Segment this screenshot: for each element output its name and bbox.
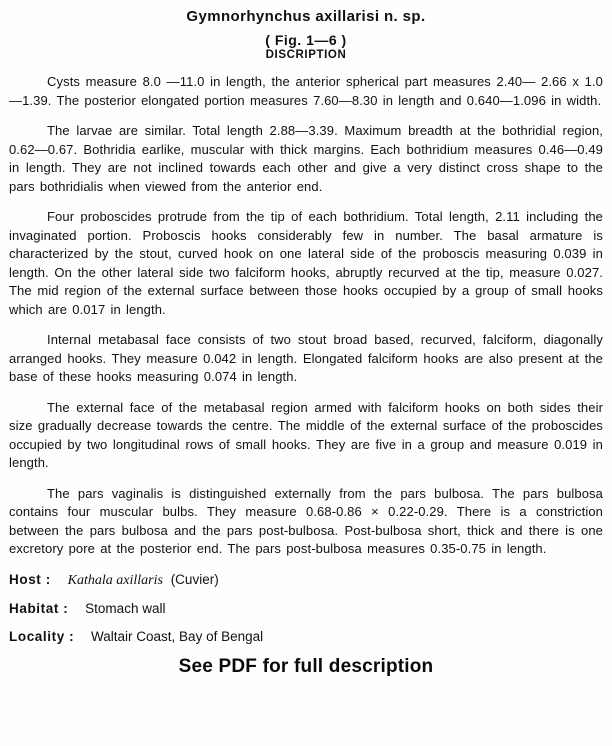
habitat-value: Stomach wall bbox=[85, 600, 166, 616]
paragraph-internal-metabasal: Internal metabasal face consists of two stout broad based, recurved, falciform, diagonally arranged hooks. They measure 0.042 in length. Elongated falciform hooks are also present at the base of these hooks measuring 0.074 in length. bbox=[9, 332, 603, 384]
taxonomy-details bbox=[9, 571, 603, 645]
paragraph-proboscides: Four proboscides protrude from the tip of each bothridium. Total length, 2.11 including the invaginated portion. Proboscis hooks considerably few in number. The basal armature is characterized by the stout, curved hook on one lateral side of the proboscis measuring 0.039 in length. On the other lateral side two falciform hooks, abruptly recurved at the tip, measure 0.027. The mid region of the external surface between those hooks occupied by a group of small hooks which are 0.017 in length. bbox=[9, 209, 603, 317]
section-heading: DISCRIPTION bbox=[265, 49, 347, 61]
host-row bbox=[9, 571, 603, 589]
locality-value: Waltair Coast, Bay of Bengal bbox=[91, 628, 264, 644]
host-label: Host : bbox=[9, 571, 51, 587]
figure-caption: ( Fig. 1—6 ) bbox=[265, 32, 347, 48]
locality-label: Locality : bbox=[9, 628, 75, 644]
habitat-label: Habitat : bbox=[9, 600, 69, 616]
paragraph-larvae: The larvae are similar. Total length 2.88—3.39. Maximum breadth at the bothridial region, 0.62—0.67. Bothridia earlike, muscular with thick margins. Each bothridium measures 0.46—0.49 in length. They are not inclined towards each other and give a very distinct cross shape to the pars bothridialis when viewed from the anterior end. bbox=[9, 123, 603, 194]
habitat-row bbox=[9, 600, 603, 617]
paragraph-pars-vaginalis: The pars vaginalis is distinguished externally from the pars bulbosa. The pars bulbosa contains four muscular bulbs. They measure 0.68-0.86 × 0.22-0.29. There is a constriction between the pars bulbosa and the pars post-bulbosa. Post-bulbosa short, thick and there is one excretory pore at the posterior end. The pars post-bulbosa measures 0.35-0.75 in length. bbox=[9, 485, 603, 556]
locality-row bbox=[9, 628, 603, 645]
host-species: Kathala axillaris bbox=[67, 572, 163, 588]
host-authority: (Cuvier) bbox=[170, 571, 219, 587]
page-title: Gymnorhynchus axillarisi n. sp. bbox=[186, 8, 426, 25]
footer-note: See PDF for full description bbox=[178, 655, 434, 677]
paragraph-external-face: The external face of the metabasal region armed with falciform hooks on both sides their size gradually decrease towards the centre. The middle of the external surface of the proboscides occupied by two longitudinal rows of small hooks. They are five in a group and measure 0.019 in length. bbox=[9, 399, 603, 470]
paragraph-cysts: Cysts measure 8.0 —11.0 in length, the anterior spherical part measures 2.40— 2.66 x 1.0 —1.39. The posterior elongated portion measures 7.60—8.30 in length and 0.640—1.096 in width. bbox=[9, 74, 603, 108]
